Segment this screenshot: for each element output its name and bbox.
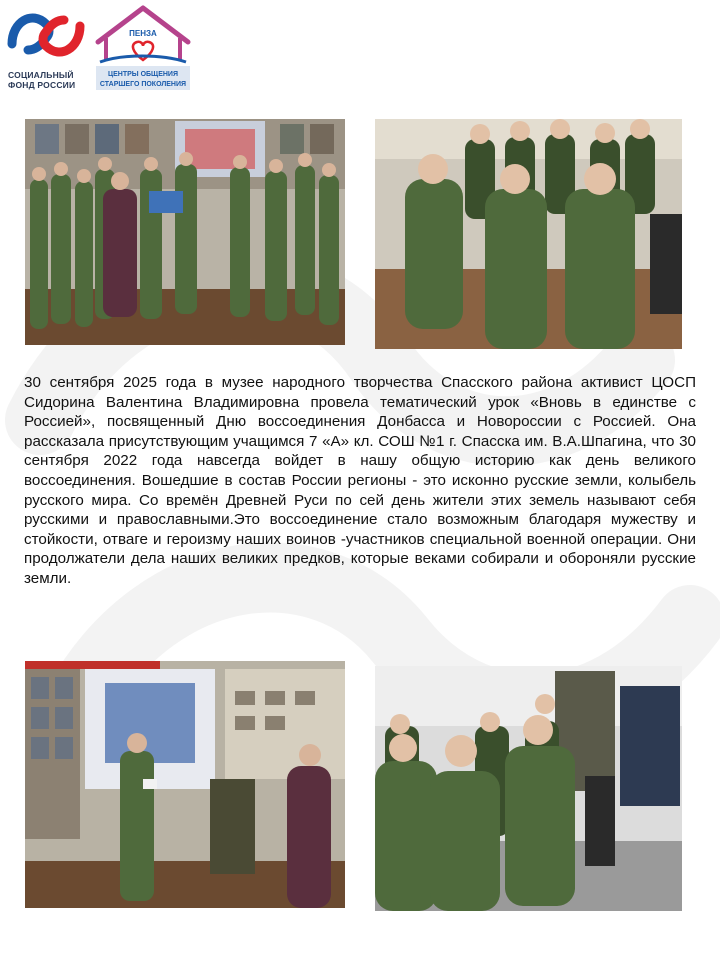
seated-cadets-photo-icon [375, 666, 682, 911]
photo-cadets-audience [375, 119, 682, 349]
article-text: 30 сентября 2025 года в музее народного творчества Спасского района активист ЦОСП Сидорина Валентина Владимировна провела тематический урок «Вновь в единстве с Россией», посвященный Дню воссоединения Донбасса и Новороссии с Россией. Она рассказала присутствующим учащимся 7 «А» кл. СОШ №1 г. Спасска им. В.А.Шпагина, что 30 сентября 2022 года навсегда войдет в нашу общую историю как день великого воссоединения. Вошедшие в состав России регионы - это исконно русские земли, колыбель русского мира. Со времён Древней Руси по сей день жители этих земель называют себя русскими и православными.Это воссоединение стало возможным благодаря мужеству и стойкости, отваге и героизму наших воинов -участников специальной военной операции. Они продолжатели дела наших великих предков, которые веками собирали и обороняли русские земли. [24, 374, 696, 587]
audience-photo-icon [375, 119, 682, 349]
sfr-caption-line1: СОЦИАЛЬНЫЙ [8, 70, 74, 80]
photo-cadets-seated [375, 666, 682, 911]
sfr-caption-line2: ФОНД РОССИИ [8, 80, 76, 90]
presentation-photo-icon [25, 661, 345, 908]
photo-presentation [25, 661, 345, 908]
photo-group-museum [25, 119, 345, 345]
penza-caption-line1: ЦЕНТРЫ ОБЩЕНИЯ [108, 71, 178, 78]
sfr-emblem-icon [6, 4, 86, 66]
sfr-logo [6, 4, 88, 94]
penza-caption-line2: СТАРШЕГО ПОКОЛЕНИЯ [99, 81, 187, 88]
penza-logo [92, 2, 194, 94]
group-photo-icon [25, 119, 345, 345]
penza-city-label: ПЕНЗА [129, 29, 157, 38]
